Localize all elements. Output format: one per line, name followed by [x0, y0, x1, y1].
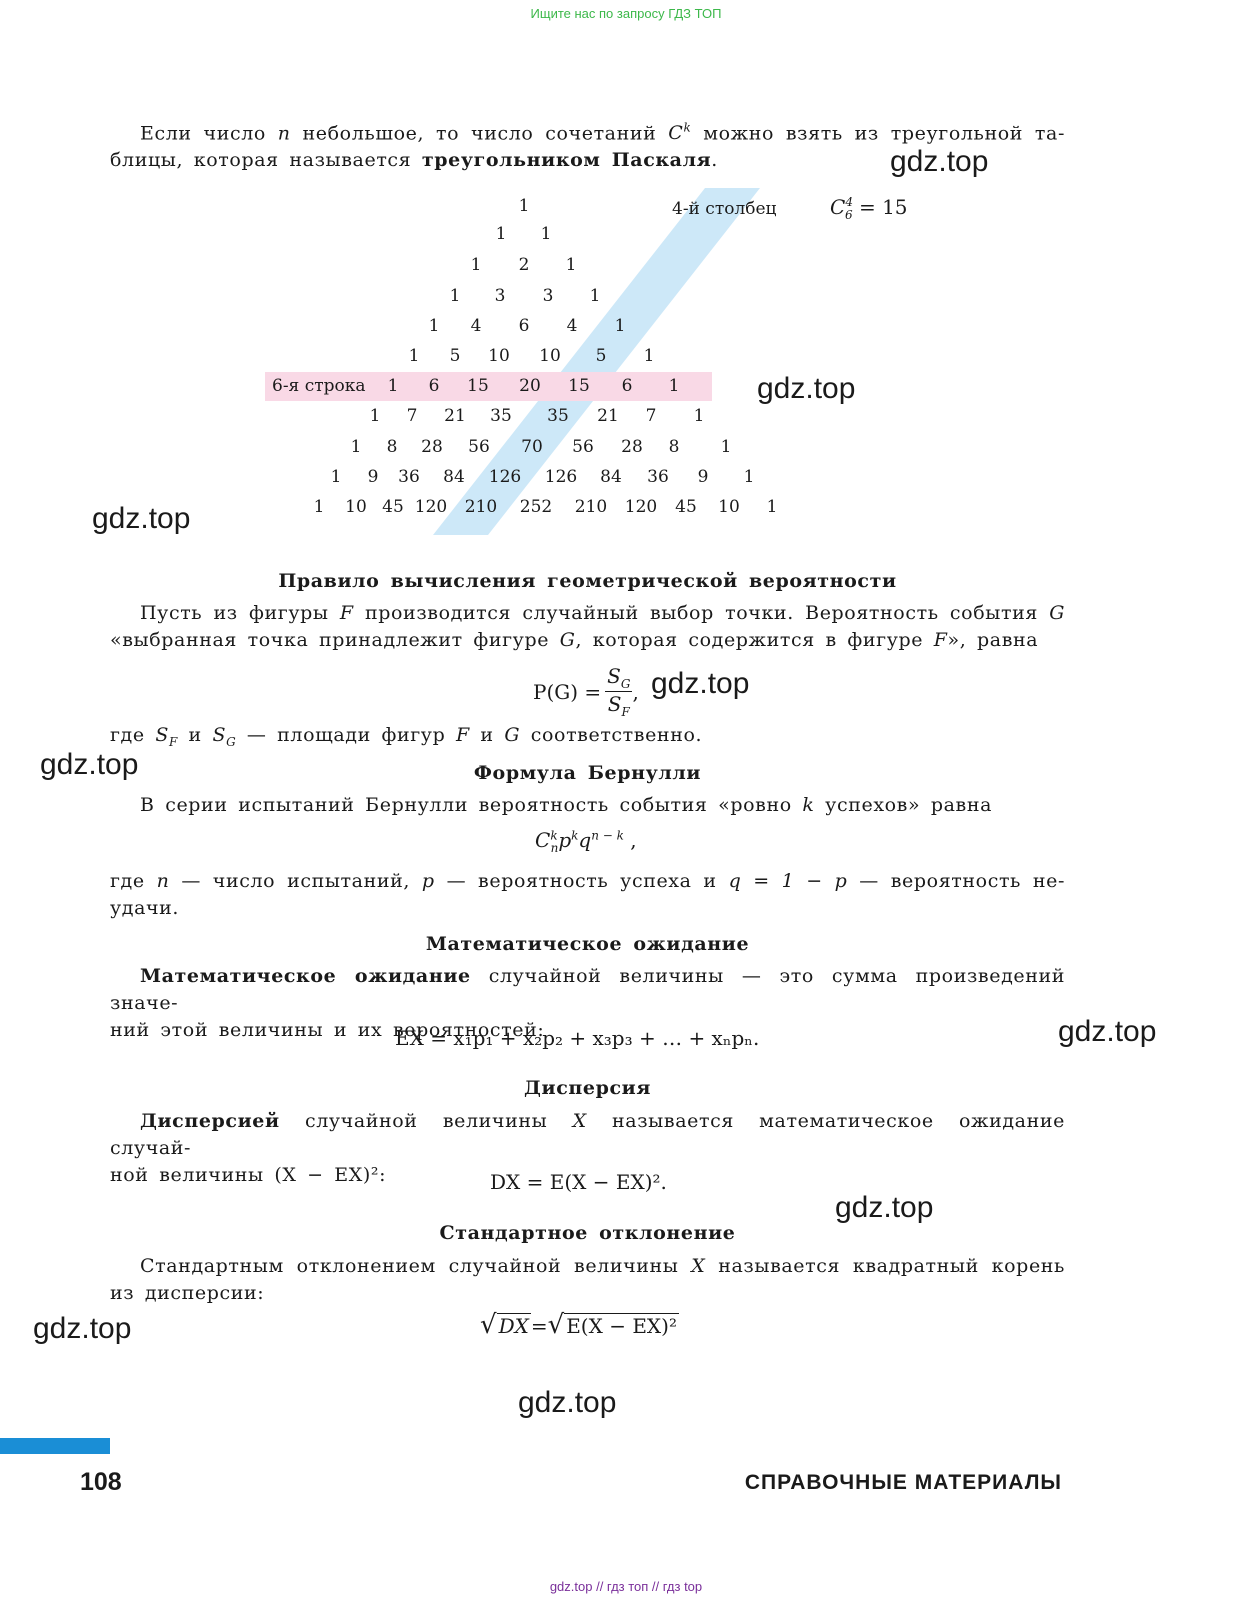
- intro-text: небольшое, то число сочетаний: [290, 122, 669, 145]
- triangle-number: 6: [428, 376, 440, 396]
- stddev-formula: √ DX = √ E(X − EX)²: [480, 1310, 677, 1340]
- column-label: 4-й столбец: [672, 199, 777, 219]
- pascal-term: треугольником Паскаля: [421, 149, 712, 172]
- triangle-number: 1: [693, 406, 705, 426]
- triangle-number: 1: [518, 196, 530, 216]
- row-label: 6-я строка: [272, 376, 366, 396]
- triangle-number: 15: [568, 376, 590, 396]
- triangle-number: 56: [468, 437, 490, 457]
- watermark: gdz.top: [92, 502, 191, 535]
- triangle-number: 1: [313, 497, 325, 517]
- triangle-number: 9: [367, 467, 379, 487]
- section-title: СПРАВОЧНЫЕ МАТЕРИАЛЫ: [744, 1471, 1062, 1494]
- stddev-paragraph: Стандартным отклонением случайной величины X называется квадратный корень из дисперсии:: [110, 1255, 1065, 1304]
- triangle-number: 70: [521, 437, 543, 457]
- watermark: gdz.top: [651, 667, 750, 700]
- triangle-number: 9: [697, 467, 709, 487]
- triangle-number: 1: [369, 406, 381, 426]
- triangle-number: 10: [345, 497, 367, 517]
- triangle-number: 120: [414, 497, 448, 517]
- triangle-number: 28: [621, 437, 643, 457]
- triangle-number: 84: [600, 467, 622, 487]
- triangle-number: 36: [398, 467, 420, 487]
- triangle-number: 1: [743, 467, 755, 487]
- watermark: gdz.top: [40, 748, 139, 781]
- triangle-number: 126: [488, 467, 522, 487]
- triangle-number: 1: [668, 376, 680, 396]
- variance-paragraph: Дисперсией случайной величины X называется математическое ожидание случай- ной величины (X − EX)²:: [110, 1110, 1065, 1186]
- geom-where: где $S_F$ и $S_G$ — площади фигур F и G соответственно.: [110, 724, 703, 749]
- watermark: gdz.top: [1058, 1015, 1157, 1048]
- geom-formula: P(G) = $\frac{S_G}{S_F}$ ,: [533, 664, 639, 719]
- triangle-number: 4: [470, 316, 482, 336]
- geom-title: Правило вычисления геометрической вероятности: [278, 570, 897, 592]
- triangle-number: 21: [444, 406, 466, 426]
- bernoulli-paragraph: В серии испытаний Бернулли вероятность события «ровно k успехов» равна: [140, 794, 993, 816]
- triangle-number: 35: [547, 406, 569, 426]
- combination-symbol: $C^k$: [668, 121, 692, 145]
- triangle-number: 1: [350, 437, 362, 457]
- triangle-number: 1: [495, 224, 507, 244]
- watermark: gdz.top: [890, 145, 989, 178]
- triangle-number: 3: [542, 286, 554, 306]
- var-n: n: [277, 122, 291, 145]
- expectation-paragraph: Математическое ожидание случайной величины — это сумма произведений значе- ний этой величины и их вероятностей:: [110, 965, 1066, 1041]
- intro-text: можно взять из треугольной та-: [691, 122, 1065, 145]
- triangle-number: 1: [408, 346, 420, 366]
- triangle-number: 5: [449, 346, 461, 366]
- c64-formula: $C^4_6 = 15$: [830, 195, 908, 222]
- footer-accent-bar: [0, 1438, 110, 1454]
- intro-text: блицы, которая называется: [110, 149, 422, 172]
- bottom-note: gdz.top // гдз топ // гдз top: [549, 1579, 703, 1594]
- watermark: gdz.top: [518, 1386, 617, 1419]
- pascal-triangle: [0, 0, 1252, 560]
- watermark: gdz.top: [757, 372, 856, 405]
- variance-formula: DX = E(X − EX)².: [490, 1170, 667, 1194]
- watermark: gdz.top: [835, 1191, 934, 1224]
- triangle-number: 1: [449, 286, 461, 306]
- bernoulli-where: где n — число испытаний, p — вероятность успеха и q = 1 − p — вероятность не- удачи.: [110, 870, 1066, 919]
- triangle-number: 1: [330, 467, 342, 487]
- triangle-number: 1: [614, 316, 626, 336]
- expectation-formula: EX = x₁p₁ + x₂p₂ + x₃p₃ + … + xₙpₙ.: [395, 1026, 760, 1050]
- triangle-number: 10: [718, 497, 740, 517]
- triangle-number: 10: [488, 346, 510, 366]
- triangle-number: 8: [386, 437, 398, 457]
- triangle-number: 210: [464, 497, 498, 517]
- variance-title: Дисперсия: [524, 1077, 651, 1099]
- triangle-number: 1: [589, 286, 601, 306]
- triangle-number: 28: [421, 437, 443, 457]
- triangle-number: 3: [494, 286, 506, 306]
- triangle-number: 2: [518, 255, 530, 275]
- triangle-number: 10: [539, 346, 561, 366]
- page-number: 108: [80, 1468, 122, 1496]
- triangle-number: 1: [470, 255, 482, 275]
- triangle-number: 36: [647, 467, 669, 487]
- triangle-number: 35: [490, 406, 512, 426]
- triangle-number: 5: [595, 346, 607, 366]
- triangle-number: 120: [624, 497, 658, 517]
- intro-text: Если число: [140, 122, 278, 145]
- triangle-number: 6: [518, 316, 530, 336]
- triangle-number: 126: [544, 467, 578, 487]
- triangle-number: 252: [519, 497, 553, 517]
- top-note: Ищите нас по запросу ГДЗ ТОП: [530, 6, 722, 21]
- geom-paragraph: Пусть из фигуры F производится случайный выбор точки. Вероятность события G «выбранная точка принадлежит фигуре G, которая содержится в фигуре F», равна: [110, 602, 1065, 651]
- triangle-number: 7: [406, 406, 418, 426]
- bernoulli-title: Формула Бернулли: [473, 762, 702, 784]
- triangle-number: 1: [766, 497, 778, 517]
- triangle-number: 1: [565, 255, 577, 275]
- triangle-number: 6: [621, 376, 633, 396]
- stddev-title: Стандартное отклонение: [439, 1222, 736, 1244]
- triangle-number: 8: [668, 437, 680, 457]
- triangle-number: 45: [675, 497, 697, 517]
- triangle-number: 7: [645, 406, 657, 426]
- triangle-number: 4: [566, 316, 578, 336]
- intro-text: .: [711, 149, 718, 172]
- triangle-number: 1: [643, 346, 655, 366]
- triangle-number: 1: [720, 437, 732, 457]
- triangle-number: 210: [574, 497, 608, 517]
- triangle-numbers: [0, 0, 1252, 560]
- watermark: gdz.top: [33, 1312, 132, 1345]
- expectation-title: Математическое ожидание: [425, 933, 750, 955]
- triangle-number: 1: [387, 376, 399, 396]
- triangle-number: 84: [443, 467, 465, 487]
- triangle-number: 20: [519, 376, 541, 396]
- triangle-number: 45: [382, 497, 404, 517]
- triangle-number: 56: [572, 437, 594, 457]
- triangle-number: 21: [597, 406, 619, 426]
- bernoulli-formula: $C^k_np^kq^{n - k}$ ,: [535, 828, 637, 855]
- triangle-number: 15: [467, 376, 489, 396]
- triangle-number: 1: [540, 224, 552, 244]
- triangle-number: 1: [428, 316, 440, 336]
